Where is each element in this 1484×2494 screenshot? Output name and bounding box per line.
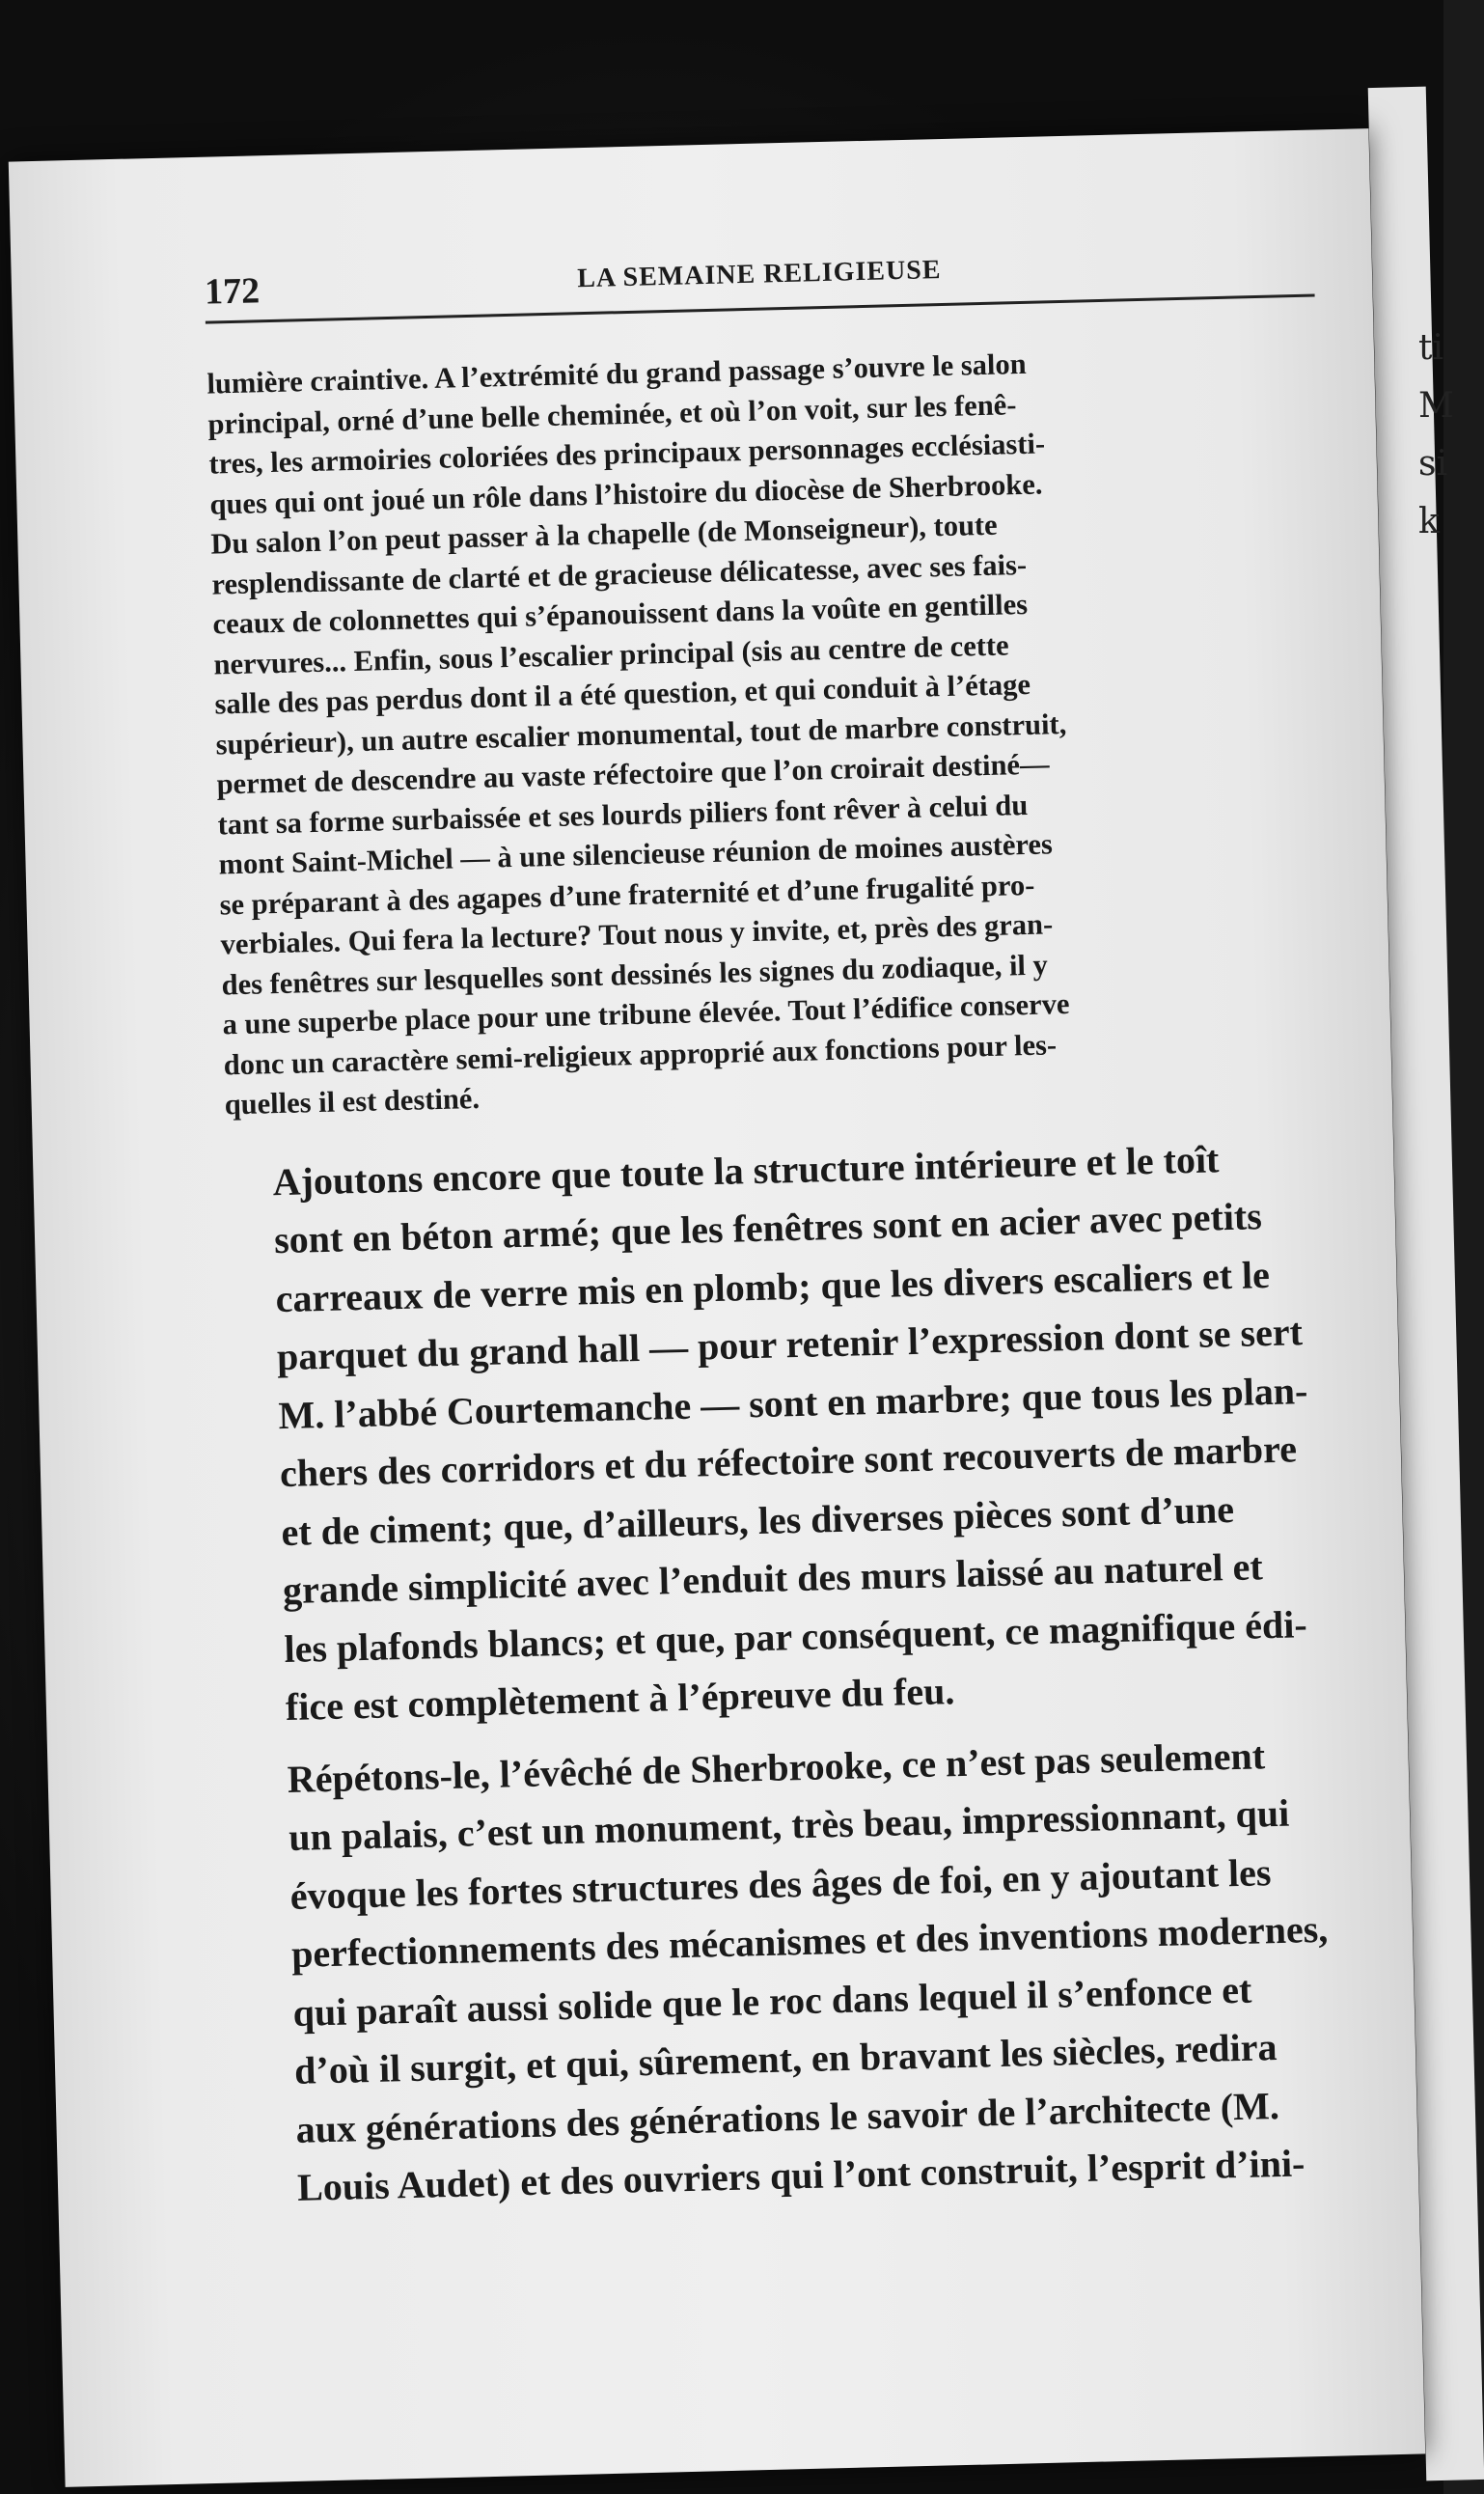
running-head: LA SEMAINE RELIGIEUSE — [576, 255, 942, 294]
page-header — [204, 236, 1314, 324]
text-line: et de ciment; que, d’ailleurs, les diverses pièces sont d’une — [280, 1486, 1235, 1554]
text-line: parquet du grand hall — pour retenir l’expression dont se sert — [276, 1310, 1304, 1379]
book-page — [9, 128, 1425, 2487]
text-line: fice est complètement à l’épreuve du feu. — [285, 1669, 955, 1730]
text-line: principal, orné d’une belle cheminée, et où l’on voit, sur les fenê- — [207, 387, 1017, 441]
text-line: Louis Audet) et des ouvriers qui l’ont construit, l’esprit d’ini- — [296, 2141, 1305, 2209]
paragraph-3 — [240, 1725, 1360, 2219]
text-line: supérieur), un autre escalier monumental, tout de marbre construit, — [215, 707, 1067, 762]
text-line: d’où il surgit, et qui, sûrement, en bravant les siècles, redira — [293, 2025, 1278, 2092]
paragraph-1 — [206, 338, 1334, 1125]
text-line: évoque les fortes structures des âges de foi, en y ajoutant les — [289, 1849, 1272, 1918]
text-line: grande simplicité avec l’enduit des murs laissé au naturel et — [282, 1544, 1264, 1613]
text-line: quelles il est destiné. — [224, 1081, 481, 1122]
text-line: nervures... Enfin, sous l’escalier principal (sis au centre de cette — [213, 627, 1009, 681]
text-line: sont en béton armé; que les fenêtres sont en acier avec petits — [273, 1194, 1263, 1262]
text-line: Répétons-le, l’évêché de Sherbrooke, ce n’est pas seulement — [287, 1732, 1266, 1801]
text-line: permet de descendre au vaste réfectoire que l’on croirait destiné— — [216, 747, 1050, 801]
facing-page-fragment: ti — [1418, 328, 1443, 368]
text-line: aux générations des générations le savoir de l’architecte (M. — [295, 2083, 1280, 2151]
text-line: tant sa forme surbaissée et ses lourds piliers font rêver à celui du — [217, 788, 1029, 841]
body-text — [206, 338, 1361, 2219]
text-line: chers des corridors et du réfectoire sont recouverts de marbre — [279, 1427, 1298, 1496]
text-line: a une superbe place pour une tribune élevée. Tout l’édifice conserve — [222, 986, 1070, 1041]
text-line: un palais, c’est un monument, très beau, impressionnant, qui — [288, 1790, 1290, 1859]
text-line: verbiales. Qui fera la lecture? Tout nous y invite, et, près des gran- — [220, 907, 1054, 961]
paragraph-2 — [226, 1127, 1349, 1738]
page-number: 172 — [204, 270, 261, 313]
facing-page-fragment: si — [1418, 444, 1447, 484]
text-line: se préparant à des agapes d’une fraternité et d’une frugalité pro- — [219, 868, 1035, 921]
text-line: tres, les armoiries coloriées des principaux personnages ecclésiasti- — [208, 427, 1046, 481]
facing-page-fragment: M — [1418, 386, 1454, 426]
text-line: mont Saint-Michel — à une silencieuse réunion de moines austères — [218, 827, 1054, 881]
text-line: resplendissante de clarté et de gracieuse délicatesse, avec ses fais- — [211, 547, 1028, 601]
text-line: Ajoutons encore que toute la structure intérieure et le toît — [272, 1136, 1220, 1204]
facing-page-fragment: k — [1418, 502, 1440, 541]
text-line: les plafonds blancs; et que, par conséquent, ce magnifique édi- — [283, 1601, 1308, 1671]
text-line: qui paraît aussi solide que le roc dans lequel il s’enfonce et — [292, 1967, 1252, 2035]
text-line: ques qui ont joué un rôle dans l’histoire du diocèse de Sherbrooke. — [209, 467, 1043, 521]
text-line: lumière craintive. A l’extrémité du grand passage s’ouvre le salon — [206, 346, 1028, 401]
text-line: donc un caractère semi-religieux approprié aux fonctions pour les- — [223, 1027, 1058, 1081]
text-line: M. l’abbé Courtemanche — sont en marbre; que tous les plan- — [278, 1368, 1308, 1437]
text-line: ceaux de colonnettes qui s’épanouissent dans la voûte en gentilles — [212, 587, 1029, 641]
text-line: Du salon l’on peut passer à la chapelle (de Monseigneur), toute — [210, 508, 999, 561]
text-line: perfectionnements des mécanismes et des inventions modernes, — [290, 1906, 1329, 1976]
text-line: des fenêtres sur lesquelles sont dessinés les signes du zodiaque, il y — [221, 948, 1049, 1001]
text-line: carreaux de verre mis en plomb; que les divers escaliers et le — [275, 1252, 1271, 1320]
text-line: salle des pas perdus dont il a été question, et qui conduit à l’étage — [214, 667, 1031, 721]
